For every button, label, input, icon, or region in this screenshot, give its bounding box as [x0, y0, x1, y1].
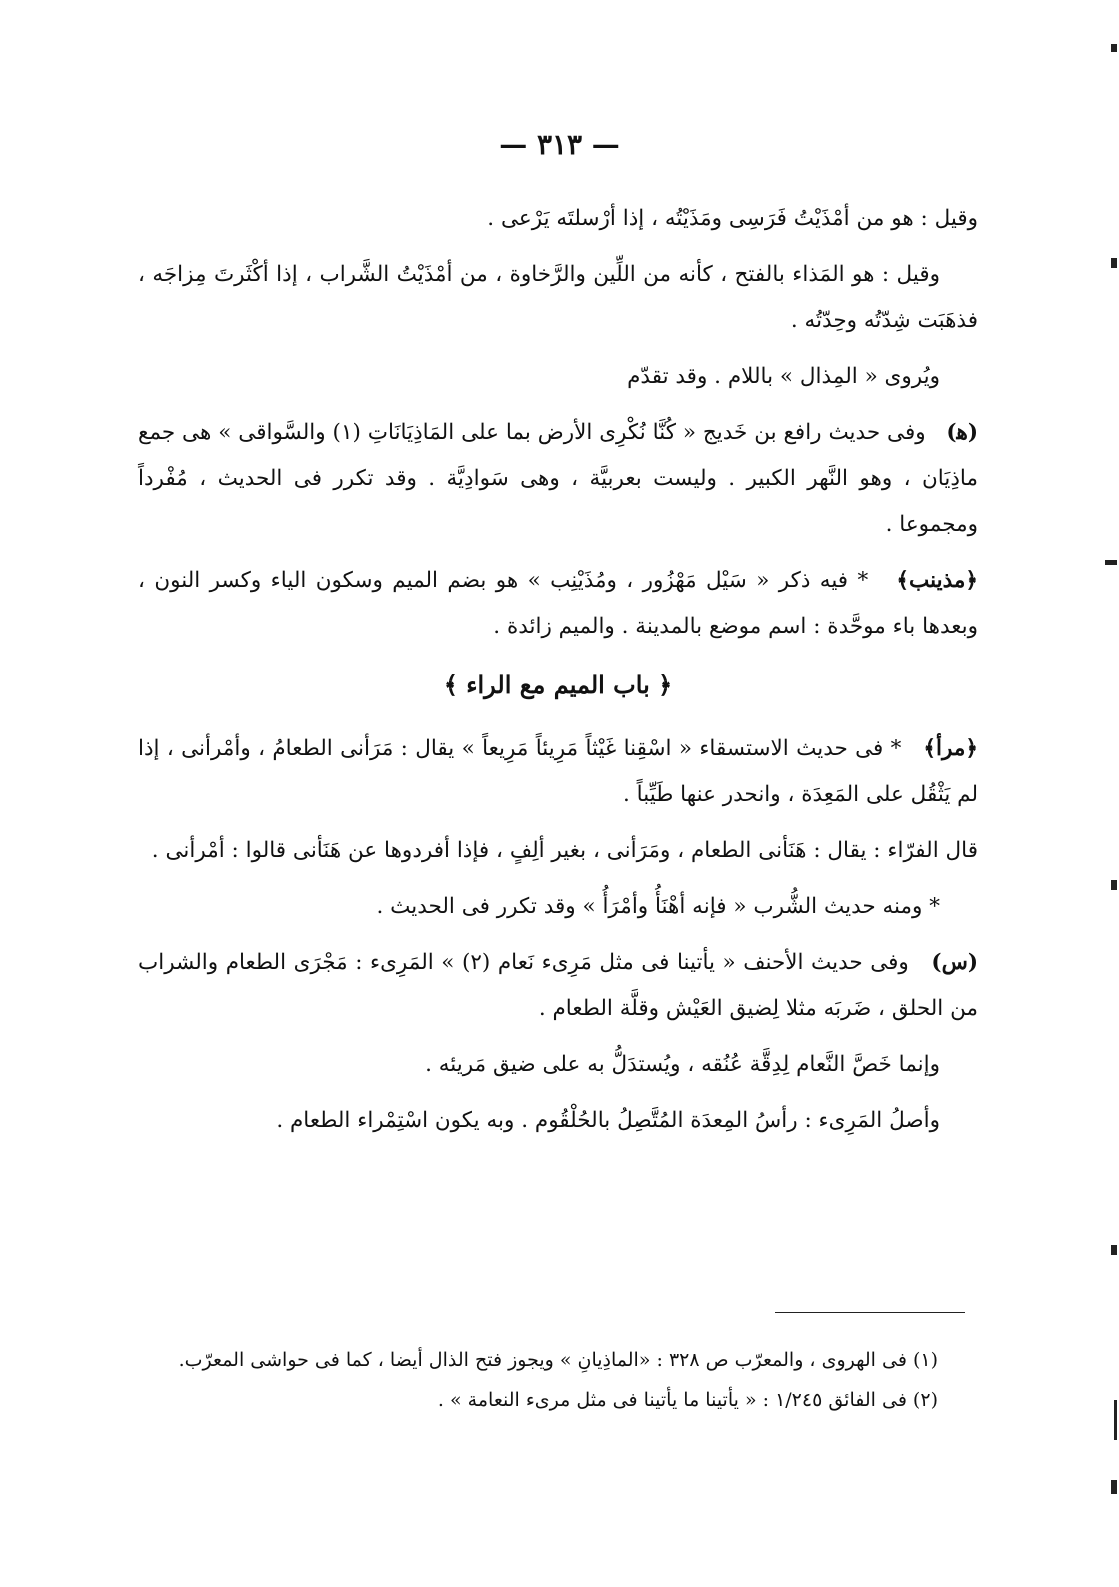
paragraph-text: وفى حديث رافع بن خَديج « كُنَّا نُكْرِى الأرض بما على المَاذِيَانَاتِ (١) والسَّواقى » هى جمع ماذِيَان ، وهو النَّهر الكبير . وليست بعربيَّة ، وهى سَوادِيَّة . وقد تكرر فى الحديث ، مُفْرداً ومجموعا .: [138, 420, 978, 537]
paragraph-text: * ومنه حديث الشُّرب « فإنه أهْنَأُ وأمْرَأُ » وقد تكرر فى الحديث .: [376, 894, 940, 919]
paragraph-text: وقيل : هو المَذاء بالفتح ، كأنه من اللِّين والرَّخاوة ، من أمْذَيْتُ الشَّراب ، إذا أكْثَرتَ مِزاجَه ، فذهَبَت شِدّتُه وحِدّتُه .: [138, 262, 978, 333]
paragraph-text: قال الفرّاء : يقال : هَنَأنى الطعام ، ومَرَأنى ، بغير ألِفٍ ، فإذا أفردوها عن هَنَأنى قالوا : أمْرأنى .: [151, 838, 978, 863]
paragraph: [138, 726, 978, 818]
paragraph-text: وأصلُ المَرِىء : رأسُ المِعدَة المُتَّصِلُ بالحُلْقُوم . وبه يكون اسْتِمْراء الطعام .: [276, 1108, 940, 1133]
paragraph: [138, 410, 978, 548]
paragraph: [138, 940, 978, 1032]
scan-edge-mark: [1114, 1400, 1117, 1440]
paragraph: [138, 196, 978, 242]
paragraph-text: * فيه ذكر « سَيْل مَهْزُور ، ومُذَيْنِب » هو بضم الميم وسكون الياء وكسر النون ، وبعدها باء موحَّدة : اسم موضع بالمدينة . والميم زائدة .: [138, 568, 978, 639]
page-number: — ٣١٣ —: [499, 128, 620, 161]
footnote: (١) فى الهروى ، والمعرّب ص ٣٢٨ : «الماذِيانِ » ويجوز فتح الذال أيضا ، كما فى حواشى المعرّب.: [178, 1349, 938, 1371]
paragraph: [138, 884, 978, 930]
entry-tag: ﴿مرأ﴾: [923, 736, 978, 761]
paragraph: [138, 828, 978, 874]
footnotes: [138, 1340, 938, 1420]
paragraph-text: وقيل : هو من أمْذَيْتُ فَرَسِى ومَذَيْتُه ، إذا أرْسلتَه يَرْعى .: [487, 206, 978, 231]
section-heading: ﴿ باب الميم مع الراء ﴾: [443, 670, 673, 699]
main-text: [138, 196, 978, 1154]
scan-edge-mark: [1111, 44, 1117, 52]
paragraph: [138, 354, 978, 400]
scan-edge-mark: [1105, 560, 1117, 565]
entry-tag: (ﻫ): [946, 420, 978, 445]
paragraph: [138, 1098, 978, 1144]
footnote-divider: [775, 1312, 965, 1313]
paragraph: [138, 1042, 978, 1088]
scan-edge-mark: [1111, 258, 1117, 268]
paragraph-text: وفى حديث الأحنف « يأتينا فى مثل مَرِىء نَعام (٢) » المَرِىء : مَجْرَى الطعام والشراب من الحلق ، ضَربَه مثلا لِضيق العَيْش وقلَّة الطعام .: [138, 950, 978, 1021]
paragraph: [138, 252, 978, 344]
paragraph: [138, 558, 978, 650]
paragraph-text: * فى حديث الاستسقاء « اسْقِنا غَيْثاً مَرِيئاً مَرِيعاً » يقال : مَرَأنى الطعامُ ، وأمْرأنى ، إذا لم يَثْقُل على المَعِدَة ، وانحدر عنها طَيِّباً .: [138, 736, 978, 807]
entry-tag: (س): [931, 950, 978, 975]
scan-edge-mark: [1111, 1245, 1117, 1255]
scan-edge-mark: [1111, 880, 1117, 890]
paragraph-text: ويُروى « المِذال » باللام . وقد تقدّم: [627, 364, 940, 389]
paragraph-text: وإنما خَصَّ النَّعام لِدِقَّة عُنُقه ، ويُستدَلُّ به على ضيق مَريئه .: [425, 1052, 940, 1077]
entry-tag: ﴿مذينب﴾: [896, 568, 978, 593]
footnote: (٢) فى الفائق ١/٢٤٥ : « يأتينا ما يأتينا فى مثل مرىء النعامة » .: [437, 1389, 938, 1411]
scan-edge-mark: [1111, 1480, 1117, 1494]
